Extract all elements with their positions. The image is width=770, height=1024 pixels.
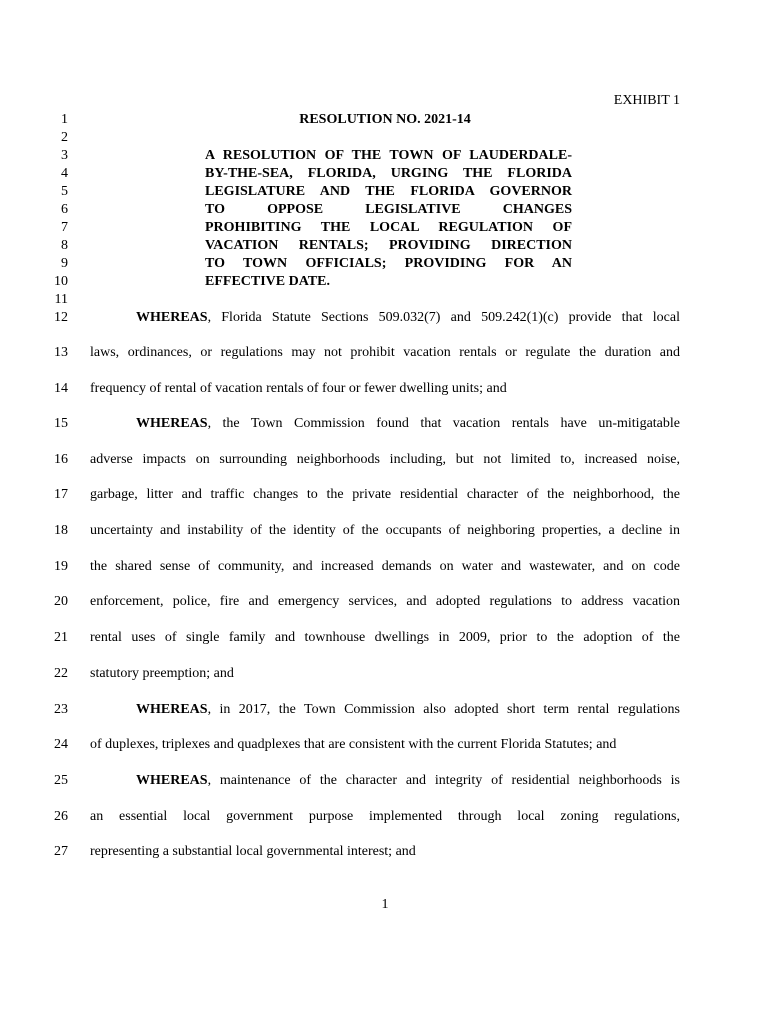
line-number: 11 bbox=[54, 292, 68, 307]
line-number: 13 bbox=[54, 345, 68, 360]
line-number: 4 bbox=[61, 166, 68, 181]
whereas-keyword: WHEREAS bbox=[136, 773, 208, 788]
whereas-keyword: WHEREAS bbox=[136, 416, 208, 431]
body-line: an essential local government purpose implemented through local zoning regulations, bbox=[90, 809, 680, 824]
body-line: statutory preemption; and bbox=[90, 666, 234, 681]
line-number: 16 bbox=[54, 452, 68, 467]
body-line: adverse impacts on surrounding neighborhoods including, but not limited to, increased noise, bbox=[90, 452, 680, 467]
body-line: laws, ordinances, or regulations may not prohibit vacation rentals or regulate the duration and bbox=[90, 345, 680, 360]
line-number: 6 bbox=[61, 202, 68, 217]
body-line: WHEREAS, in 2017, the Town Commission also adopted short term rental regulations bbox=[136, 702, 680, 717]
heading-line: EFFECTIVE DATE. bbox=[205, 274, 330, 289]
line-number: 22 bbox=[54, 666, 68, 681]
heading-line: A RESOLUTION OF THE TOWN OF LAUDERDALE- bbox=[205, 148, 572, 163]
line-number: 15 bbox=[54, 416, 68, 431]
line-number: 25 bbox=[54, 773, 68, 788]
body-line: WHEREAS, the Town Commission found that vacation rentals have un-mitigatable bbox=[136, 416, 680, 431]
line-number: 17 bbox=[54, 487, 68, 502]
line-number: 18 bbox=[54, 523, 68, 538]
line-number: 21 bbox=[54, 630, 68, 645]
line-number: 23 bbox=[54, 702, 68, 717]
body-line: uncertainty and instability of the identity of the occupants of neighboring properties, a decline in bbox=[90, 523, 680, 538]
exhibit-label: EXHIBIT 1 bbox=[613, 93, 680, 108]
line-number: 14 bbox=[54, 381, 68, 396]
body-line: WHEREAS, maintenance of the character and integrity of residential neighborhoods is bbox=[136, 773, 680, 788]
heading-line: LEGISLATURE AND THE FLORIDA GOVERNOR bbox=[205, 184, 572, 199]
whereas-keyword: WHEREAS bbox=[136, 310, 208, 325]
body-line: the shared sense of community, and increased demands on water and wastewater, and on code bbox=[90, 559, 680, 574]
body-line: WHEREAS, Florida Statute Sections 509.032(7) and 509.242(1)(c) provide that local bbox=[136, 310, 680, 325]
heading-line: PROHIBITING THE LOCAL REGULATION OF bbox=[205, 220, 572, 235]
line-number: 5 bbox=[61, 184, 68, 199]
line-number: 2 bbox=[61, 130, 68, 145]
line-number: 27 bbox=[54, 844, 68, 859]
body-line: enforcement, police, fire and emergency services, and adopted regulations to address vacation bbox=[90, 594, 680, 609]
line-number: 26 bbox=[54, 809, 68, 824]
line-number: 20 bbox=[54, 594, 68, 609]
heading-line: TO OPPOSE LEGISLATIVE CHANGES bbox=[205, 202, 572, 217]
line-number: 7 bbox=[61, 220, 68, 235]
heading-line: TO TOWN OFFICIALS; PROVIDING FOR AN bbox=[205, 256, 572, 271]
line-number: 24 bbox=[54, 737, 68, 752]
heading-line: VACATION RENTALS; PROVIDING DIRECTION bbox=[205, 238, 572, 253]
body-line: rental uses of single family and townhouse dwellings in 2009, prior to the adoption of the bbox=[90, 630, 680, 645]
resolution-title: RESOLUTION NO. 2021-14 bbox=[299, 112, 471, 127]
body-line: frequency of rental of vacation rentals of four or fewer dwelling units; and bbox=[90, 381, 507, 396]
line-number: 9 bbox=[61, 256, 68, 271]
line-number: 19 bbox=[54, 559, 68, 574]
heading-line: BY-THE-SEA, FLORIDA, URGING THE FLORIDA bbox=[205, 166, 572, 181]
whereas-keyword: WHEREAS bbox=[136, 702, 208, 717]
body-line: representing a substantial local governmental interest; and bbox=[90, 844, 416, 859]
line-number: 1 bbox=[61, 112, 68, 127]
line-number: 10 bbox=[54, 274, 68, 289]
line-number: 3 bbox=[61, 148, 68, 163]
body-line: of duplexes, triplexes and quadplexes that are consistent with the current Florida Statutes; and bbox=[90, 737, 617, 752]
resolution-heading bbox=[205, 147, 572, 291]
line-number: 8 bbox=[61, 238, 68, 253]
body-line: garbage, litter and traffic changes to the private residential character of the neighborhood, the bbox=[90, 487, 680, 502]
line-number: 12 bbox=[54, 310, 68, 325]
page-number: 1 bbox=[381, 897, 389, 912]
